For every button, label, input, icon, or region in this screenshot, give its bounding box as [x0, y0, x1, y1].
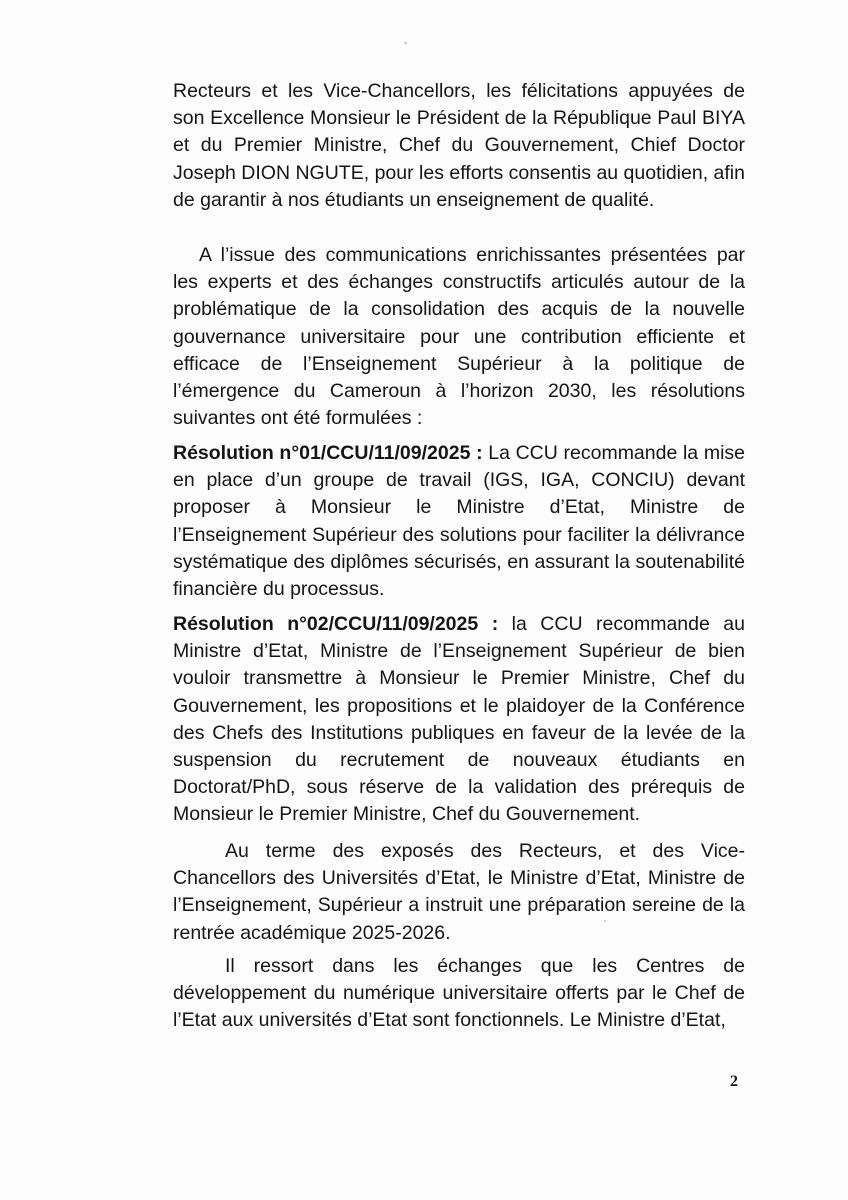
paragraph-echanges-numerique: Il ressort dans les échanges que les Centres de développement du numérique universitaire offerts par le Chef de l’Etat aux universités d’Etat sont fonctionnels. Le Ministre d’Etat, — [173, 955, 745, 1032]
resolution-02-text: la CCU recommande au Ministre d’Etat, Ministre de l’Enseignement Supérieur de bien vouloir transmettre à Monsieur le Premier Ministre, Chef du Gouvernement, les propositions et le plaidoyer de la Conférence des Chefs des Institutions publiques en faveur de la levée de la suspension du recrutement de nouveaux étudiants en Doctorat/PhD, sous réserve de la validation des prérequis de Monsieur le Premier Ministre, Chef du Gouvernement. — [173, 613, 745, 826]
paragraph-resolution-01 — [173, 440, 745, 603]
page-number: 2 — [730, 1073, 738, 1090]
resolution-01-text: La CCU recommande la mise en place d’un groupe de travail (IGS, IGA, CONCIU) devant proposer à Monsieur le Ministre d’Etat, Ministre de l’Enseignement Supérieur des solutions pour faciliter la délivrance systématique des diplômes sécurisés, en assurant la soutenabilité financière du processus. — [173, 442, 745, 601]
paragraph-terme-exposes: Au terme des exposés des Recteurs, et des Vice-Chancellors des Universités d’Etat, le Ministre d’Etat, Ministre de l’Enseignement, Supérieur a instruit une préparation sereine de la rentrée académique 2025-2026. — [173, 840, 745, 944]
paragraph-resolution-02 — [173, 611, 745, 829]
resolution-01-label: Résolution n°01/CCU/11/09/2025 : — [173, 442, 483, 464]
paragraph-issue-communications: A l’issue des communications enrichissantes présentées par les experts et des échanges constructifs articulés autour de la problématique de la consolidation des acquis de la nouvelle gouvernance universitaire pour une contribution efficiente et efficace de l’Enseignement Supérieur à la politique de l’émergence du Cameroun à l’horizon 2030, les résolutions suivantes ont été formulées : — [173, 244, 745, 430]
paragraph-felicitations: Recteurs et les Vice-Chancellors, les félicitations appuyées de son Excellence Monsieur le Président de la République Paul BIYA et du Premier Ministre, Chef du Gouvernement, Chief Doctor Joseph DION NGUTE, pour les efforts consentis au quotidien, afin de garantir à nos étudiants un enseignement de qualité. — [173, 80, 745, 211]
scan-speck — [404, 42, 407, 44]
resolution-02-label: Résolution n°02/CCU/11/09/2025 : — [173, 613, 499, 635]
